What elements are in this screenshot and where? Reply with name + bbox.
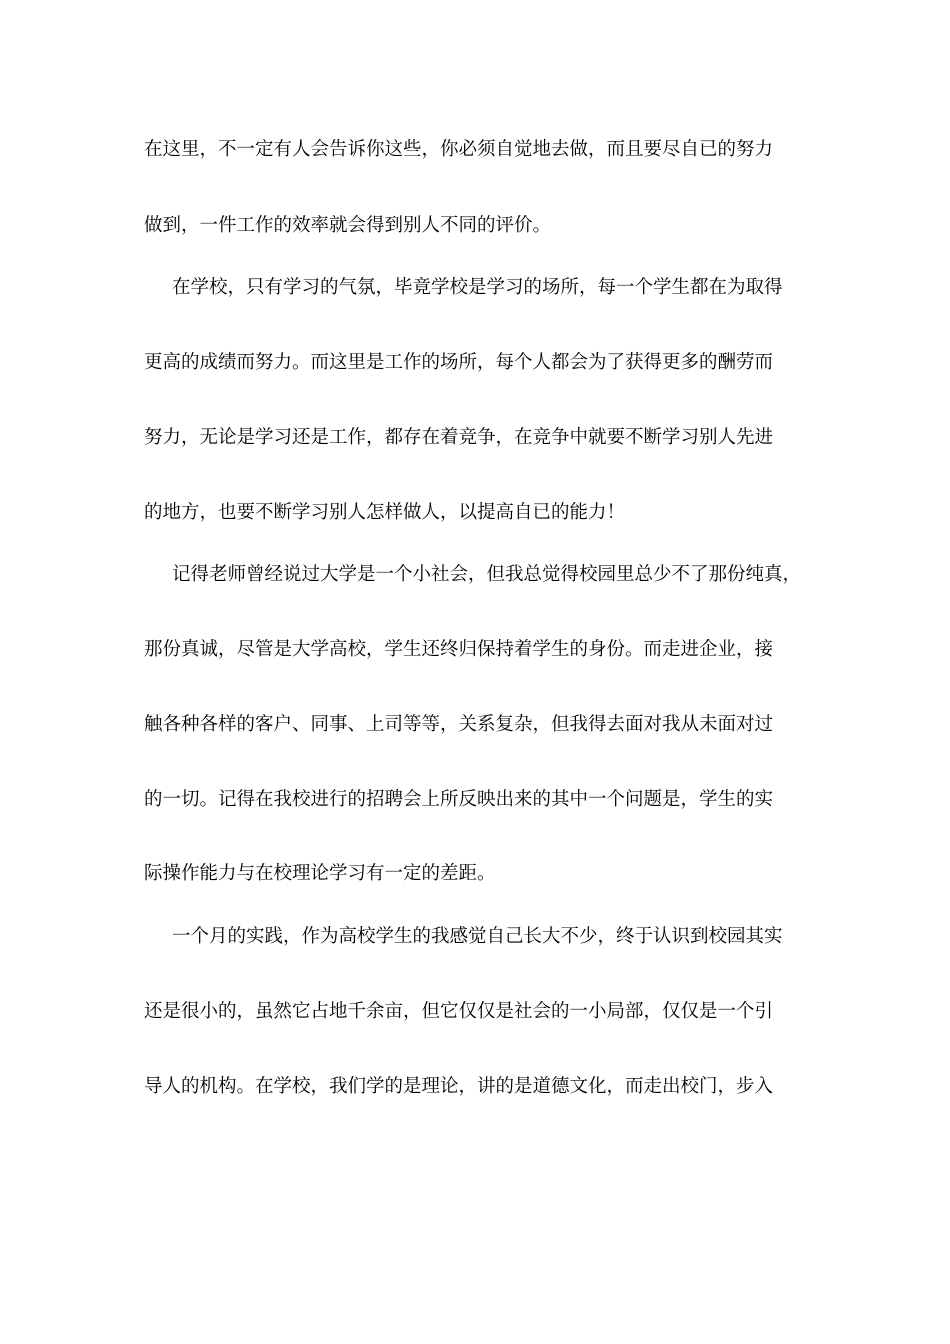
text-line: 的一切。记得在我校进行的招聘会上所反映出来的其中一个问题是，学生的实	[144, 789, 774, 810]
text-line: 还是很小的，虽然它占地千余亩，但它仅仅是社会的一小局部，仅仅是一个引	[144, 1001, 774, 1022]
text-line: 那份真诚，尽管是大学高校，学生还终归保持着学生的身份。而走进企业，接	[144, 639, 774, 660]
paragraph-start-line: 在学校，只有学习的气氛，毕竟学校是学习的场所，每一个学生都在为取得	[172, 277, 783, 298]
text-line: 在这里，不一定有人会告诉你这些，你必须自觉地去做，而且要尽自已的努力	[144, 139, 774, 160]
text-line: 际操作能力与在校理论学习有一定的差距。	[144, 863, 496, 884]
text-line: 努力，无论是学习还是工作，都存在着竞争，在竞争中就要不断学习别人先进	[144, 427, 774, 448]
text-line: 的地方，也要不断学习别人怎样做人，以提高自已的能力！	[144, 502, 626, 523]
paragraph-start-line: 一个月的实践，作为高校学生的我感觉自己长大不少，终于认识到校园其实	[172, 926, 783, 947]
paragraph-start-line: 记得老师曾经说过大学是一个小社会，但我总觉得校园里总少不了那份纯真，	[172, 564, 802, 585]
text-line: 触各种各样的客户、同事、上司等等，关系复杂，但我得去面对我从未面对过	[144, 714, 774, 735]
text-line: 导人的机构。在学校，我们学的是理论，讲的是道德文化，而走出校门，步入	[144, 1076, 774, 1097]
text-line: 做到，一件工作的效率就会得到别人不同的评价。	[144, 215, 552, 236]
text-line: 更高的成绩而努力。而这里是工作的场所，每个人都会为了获得更多的酬劳而	[144, 352, 774, 373]
